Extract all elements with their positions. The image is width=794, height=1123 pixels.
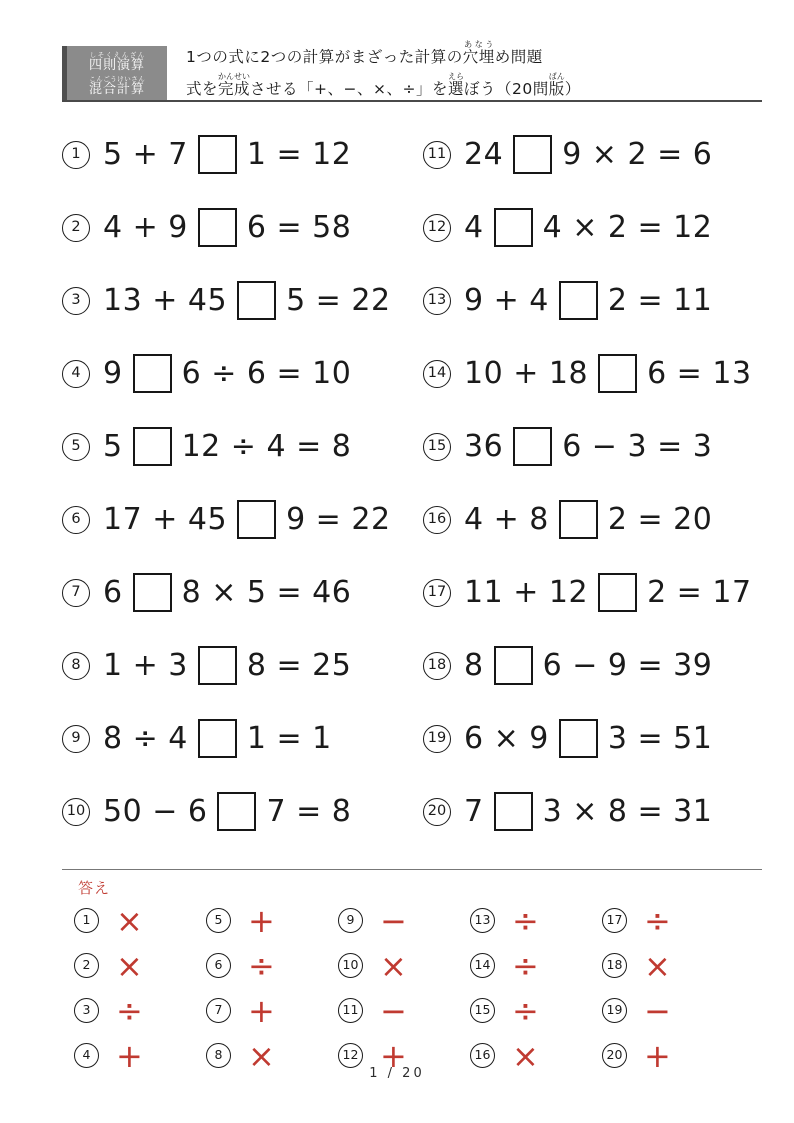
- answer-item: [206, 991, 338, 1030]
- answer-item: [338, 991, 470, 1030]
- badge-line-shisoku-enzan: 四則演算しそくえんざん: [88, 50, 145, 73]
- blank-operator-box: [598, 354, 637, 393]
- equation-right: 6 − 3 = 3: [562, 429, 713, 464]
- answer-number: 10: [338, 953, 363, 978]
- equation-left: 6: [103, 575, 123, 610]
- blank-operator-box: [198, 208, 237, 247]
- problem-row: [62, 354, 401, 393]
- equation: [103, 354, 351, 393]
- equation: [103, 792, 351, 831]
- answer-operator: −: [380, 991, 407, 1030]
- answer-operator: ×: [116, 946, 143, 985]
- answer-item: [602, 991, 734, 1030]
- equation-left: 11 + 12: [464, 575, 589, 610]
- answer-number: 1: [74, 908, 99, 933]
- equation-right: 3 = 51: [607, 721, 713, 756]
- blank-operator-box: [559, 281, 598, 320]
- equation-right: 9 = 22: [286, 502, 391, 537]
- answer-number: 5: [206, 908, 231, 933]
- answer-operator: ×: [248, 1036, 275, 1075]
- title-text: 1つの式に2つの計算がまざった計算の: [186, 48, 463, 66]
- equation-left: 13 + 45: [103, 283, 228, 318]
- badge-line-kongou-keisan: 混合計算こんごうけいさん: [88, 74, 145, 97]
- problem-row: [423, 500, 762, 539]
- problem-number: 7: [62, 579, 90, 607]
- answers-column: [470, 898, 602, 1078]
- answer-item: [338, 946, 470, 985]
- answer-item: [74, 991, 206, 1030]
- equation: [103, 208, 351, 247]
- blank-operator-box: [198, 135, 237, 174]
- answer-item: [602, 946, 734, 985]
- answer-number: 9: [338, 908, 363, 933]
- blank-operator-box: [133, 427, 172, 466]
- answers-column: [206, 898, 338, 1078]
- equation-left: 1 + 3: [103, 648, 188, 683]
- blank-operator-box: [494, 792, 533, 831]
- problem-row: [423, 573, 762, 612]
- problems-section: [62, 118, 762, 848]
- equation-left: 10 + 18: [464, 356, 589, 391]
- problem-row: [423, 719, 762, 758]
- blank-operator-box: [494, 646, 533, 685]
- answer-number: 2: [74, 953, 99, 978]
- answer-operator: +: [380, 1036, 407, 1075]
- title-text: ぼう（20問: [464, 80, 549, 98]
- equation: [464, 354, 752, 393]
- blank-operator-box: [237, 281, 276, 320]
- equation-left: 9 + 4: [464, 283, 549, 318]
- blank-operator-box: [217, 792, 256, 831]
- problem-row: [423, 208, 762, 247]
- equation: [464, 792, 712, 831]
- equation-right: 9 × 2 = 6: [562, 137, 713, 172]
- blank-operator-box: [237, 500, 276, 539]
- answer-operator: ×: [644, 946, 671, 985]
- header-divider: [62, 100, 762, 102]
- equation: [103, 427, 351, 466]
- answer-item: [470, 946, 602, 985]
- title-text: 式を: [186, 80, 219, 98]
- problem-number: 12: [423, 214, 451, 242]
- problem-number: 19: [423, 725, 451, 753]
- title-text: させる「+、−、×、÷」を: [250, 80, 448, 98]
- equation-left: 6 × 9: [464, 721, 549, 756]
- answer-operator: −: [644, 991, 671, 1030]
- problem-row: [62, 719, 401, 758]
- ruby-text: 完成かんせい: [218, 72, 251, 98]
- blank-operator-box: [133, 573, 172, 612]
- answer-operator: ÷: [512, 946, 539, 985]
- answer-number: 12: [338, 1043, 363, 1068]
- answer-item: [74, 901, 206, 940]
- worksheet-title-line-1: [186, 40, 581, 72]
- ruby-text: 版ばん: [548, 72, 565, 98]
- equation-left: 4: [464, 210, 484, 245]
- answer-operator: +: [248, 991, 275, 1030]
- problem-row: [62, 792, 401, 831]
- equation: [464, 646, 712, 685]
- answer-operator: +: [248, 901, 275, 940]
- answer-number: 14: [470, 953, 495, 978]
- ruby-text: 穴埋あなう: [462, 40, 495, 66]
- answers-column: [602, 898, 734, 1078]
- equation-right: 6 − 9 = 39: [542, 648, 713, 683]
- equation: [464, 719, 712, 758]
- problem-row: [423, 354, 762, 393]
- answer-operator: ÷: [512, 991, 539, 1030]
- problem-number: 6: [62, 506, 90, 534]
- worksheet-title: [186, 40, 581, 104]
- answer-operator: ÷: [512, 901, 539, 940]
- answer-operator: ×: [116, 901, 143, 940]
- problem-number: 11: [423, 141, 451, 169]
- answer-item: [338, 901, 470, 940]
- problem-number: 16: [423, 506, 451, 534]
- problem-number: 18: [423, 652, 451, 680]
- problem-row: [423, 792, 762, 831]
- answer-number: 16: [470, 1043, 495, 1068]
- problem-row: [423, 646, 762, 685]
- blank-operator-box: [133, 354, 172, 393]
- blank-operator-box: [494, 208, 533, 247]
- answer-operator: −: [380, 901, 407, 940]
- equation-left: 7: [464, 794, 484, 829]
- equation-left: 5 + 7: [103, 137, 188, 172]
- problem-number: 10: [62, 798, 90, 826]
- answer-item: [602, 901, 734, 940]
- equation-right: 2 = 20: [607, 502, 713, 537]
- equation-right: 12 ÷ 4 = 8: [181, 429, 352, 464]
- blank-operator-box: [198, 646, 237, 685]
- equation-right: 1 = 1: [246, 721, 332, 756]
- problem-number: 8: [62, 652, 90, 680]
- blank-operator-box: [198, 719, 237, 758]
- answer-operator: +: [116, 1036, 143, 1075]
- problems-column-right: [423, 118, 762, 848]
- problem-number: 5: [62, 433, 90, 461]
- answer-number: 19: [602, 998, 627, 1023]
- equation-right: 3 × 8 = 31: [542, 794, 713, 829]
- equation-left: 5: [103, 429, 123, 464]
- answers-column: [338, 898, 470, 1078]
- equation: [464, 281, 712, 320]
- title-text: ）: [564, 80, 581, 98]
- equation: [103, 573, 351, 612]
- title-text: め問題: [494, 48, 543, 66]
- blank-operator-box: [513, 135, 552, 174]
- problem-number: 3: [62, 287, 90, 315]
- problem-number: 15: [423, 433, 451, 461]
- answer-number: 7: [206, 998, 231, 1023]
- equation: [464, 500, 712, 539]
- equation: [464, 135, 712, 174]
- answer-operator: ×: [380, 946, 407, 985]
- answer-number: 6: [206, 953, 231, 978]
- equation-right: 1 = 12: [246, 137, 352, 172]
- equation-right: 6 ÷ 6 = 10: [181, 356, 352, 391]
- equation: [464, 427, 712, 466]
- answer-item: [74, 946, 206, 985]
- equation: [464, 573, 752, 612]
- problem-row: [62, 573, 401, 612]
- equation: [103, 500, 391, 539]
- problem-row: [62, 427, 401, 466]
- equation-right: 5 = 22: [286, 283, 391, 318]
- blank-operator-box: [559, 500, 598, 539]
- problem-row: [62, 281, 401, 320]
- problem-number: 4: [62, 360, 90, 388]
- problem-row: [423, 135, 762, 174]
- page-number: 1 / 20: [369, 1066, 425, 1081]
- equation: [103, 281, 391, 320]
- answers-divider: [62, 869, 762, 870]
- equation-right: 6 = 13: [647, 356, 752, 391]
- problem-number: 2: [62, 214, 90, 242]
- equation-right: 6 = 58: [246, 210, 352, 245]
- equation-left: 8 ÷ 4: [103, 721, 188, 756]
- answer-number: 4: [74, 1043, 99, 1068]
- equation-left: 24: [464, 137, 504, 172]
- answer-number: 15: [470, 998, 495, 1023]
- equation-left: 17 + 45: [103, 502, 228, 537]
- problem-row: [62, 208, 401, 247]
- equation-left: 4 + 8: [464, 502, 549, 537]
- answer-operator: ÷: [248, 946, 275, 985]
- problem-number: 1: [62, 141, 90, 169]
- equation-left: 8: [464, 648, 484, 683]
- equation-right: 2 = 17: [647, 575, 752, 610]
- answers-label: 答え: [78, 879, 111, 897]
- answer-number: 8: [206, 1043, 231, 1068]
- blank-operator-box: [559, 719, 598, 758]
- equation: [103, 135, 351, 174]
- answer-item: [470, 901, 602, 940]
- equation-left: 9: [103, 356, 123, 391]
- problem-row: [62, 646, 401, 685]
- answer-operator: ÷: [116, 991, 143, 1030]
- problem-row: [423, 281, 762, 320]
- answer-item: [206, 901, 338, 940]
- blank-operator-box: [598, 573, 637, 612]
- problem-number: 17: [423, 579, 451, 607]
- problems-column-left: [62, 118, 401, 848]
- problem-number: 13: [423, 287, 451, 315]
- equation-right: 8 = 25: [246, 648, 352, 683]
- category-badge: [62, 46, 167, 101]
- problem-row: [62, 135, 401, 174]
- problem-number: 9: [62, 725, 90, 753]
- equation-left: 4 + 9: [103, 210, 188, 245]
- answer-item: [206, 946, 338, 985]
- answer-operator: +: [644, 1036, 671, 1075]
- answer-number: 20: [602, 1043, 627, 1068]
- equation: [464, 208, 712, 247]
- equation-left: 50 − 6: [103, 794, 208, 829]
- problem-number: 14: [423, 360, 451, 388]
- answer-number: 13: [470, 908, 495, 933]
- equation-left: 36: [464, 429, 504, 464]
- equation-right: 7 = 8: [266, 794, 352, 829]
- answer-operator: ÷: [644, 901, 671, 940]
- blank-operator-box: [513, 427, 552, 466]
- answer-operator: ×: [512, 1036, 539, 1075]
- equation-right: 4 × 2 = 12: [542, 210, 713, 245]
- problem-number: 20: [423, 798, 451, 826]
- answer-number: 18: [602, 953, 627, 978]
- equation-right: 8 × 5 = 46: [181, 575, 352, 610]
- answers-column: [74, 898, 206, 1078]
- answer-item: [470, 991, 602, 1030]
- equation: [103, 646, 351, 685]
- ruby-text: 選えら: [447, 72, 464, 98]
- equation: [103, 719, 332, 758]
- equation-right: 2 = 11: [607, 283, 713, 318]
- answer-number: 3: [74, 998, 99, 1023]
- answers-grid: [74, 898, 734, 1078]
- problem-row: [423, 427, 762, 466]
- answer-number: 11: [338, 998, 363, 1023]
- problem-row: [62, 500, 401, 539]
- answer-number: 17: [602, 908, 627, 933]
